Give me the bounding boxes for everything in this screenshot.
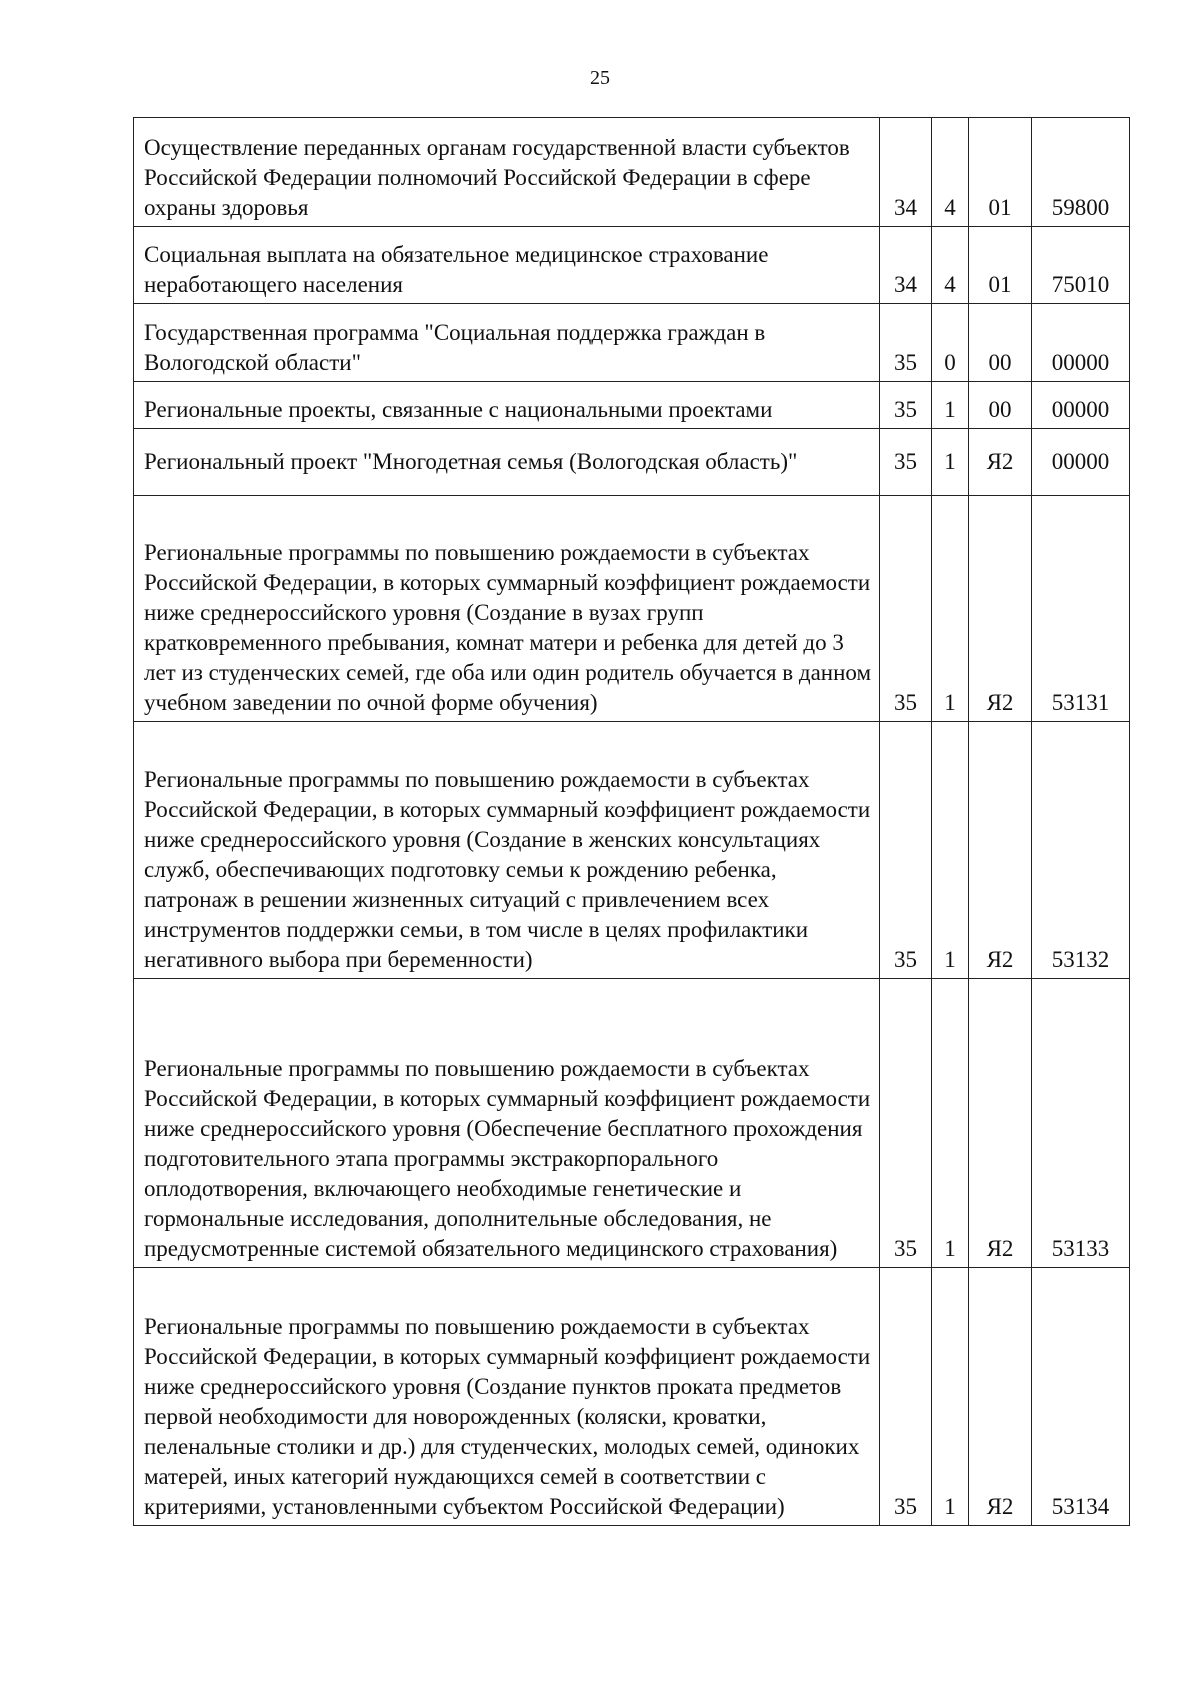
row-name-cell: Региональный проект "Многодетная семья (Вологодская область)" [134, 429, 880, 496]
program-code-cell: 35 [880, 382, 932, 429]
row-name-cell: Социальная выплата на обязательное медицинское страхование неработающего населения [134, 227, 880, 304]
row-name-cell: Региональные проекты, связанные с национальными проектами [134, 382, 880, 429]
budget-classification-table [133, 117, 1130, 1526]
program-code-cell: 35 [880, 979, 932, 1268]
subprogram-code-cell: 1 [932, 722, 969, 979]
subprogram-code-cell: 1 [932, 496, 969, 722]
direction-code-cell: 53131 [1032, 496, 1130, 722]
event-code-cell: 00 [969, 304, 1032, 382]
direction-code-cell: 00000 [1032, 382, 1130, 429]
subprogram-code-cell: 1 [932, 979, 969, 1268]
table-row [134, 722, 1130, 979]
program-code-cell: 35 [880, 429, 932, 496]
program-code-cell: 35 [880, 722, 932, 979]
direction-code-cell: 53133 [1032, 979, 1130, 1268]
program-code-cell: 34 [880, 227, 932, 304]
subprogram-code-cell: 0 [932, 304, 969, 382]
row-name-cell: Осуществление переданных органам государственной власти субъектов Российской Федерации полномочий Российской Федерации в сфере охраны здоровья [134, 118, 880, 227]
page-number: 25 [590, 67, 610, 89]
direction-code-cell: 59800 [1032, 118, 1130, 227]
subprogram-code-cell: 4 [932, 118, 969, 227]
direction-code-cell: 00000 [1032, 429, 1130, 496]
program-code-cell: 35 [880, 496, 932, 722]
table-row [134, 382, 1130, 429]
subprogram-code-cell: 4 [932, 227, 969, 304]
row-name-cell: Региональные программы по повышению рождаемости в субъектах Российской Федерации, в которых суммарный коэффициент рождаемости ниже среднероссийского уровня (Создание в женских консультациях служб, обеспечивающих подготовку семьи к рождению ребенка, патронаж в решении жизненных ситуаций с привлечением всех инструментов поддержки семьи, в том числе в целях профилактики негативного выбора при беременности) [134, 722, 880, 979]
event-code-cell: Я2 [969, 722, 1032, 979]
event-code-cell: Я2 [969, 429, 1032, 496]
row-name-cell: Региональные программы по повышению рождаемости в субъектах Российской Федерации, в которых суммарный коэффициент рождаемости ниже среднероссийского уровня (Создание пунктов проката предметов первой необходимости для новорожденных (коляски, кроватки, пеленальные столики и др.) для студенческих, молодых семей, одиноких матерей, иных категорий нуждающихся семей в соответствии с критериями, установленными субъектом Российской Федерации) [134, 1268, 880, 1526]
table-row [134, 429, 1130, 496]
table-row [134, 118, 1130, 227]
direction-code-cell: 53134 [1032, 1268, 1130, 1526]
direction-code-cell: 75010 [1032, 227, 1130, 304]
subprogram-code-cell: 1 [932, 429, 969, 496]
program-code-cell: 35 [880, 1268, 932, 1526]
subprogram-code-cell: 1 [932, 382, 969, 429]
event-code-cell: Я2 [969, 979, 1032, 1268]
row-name-cell: Региональные программы по повышению рождаемости в субъектах Российской Федерации, в которых суммарный коэффициент рождаемости ниже среднероссийского уровня (Обеспечение бесплатного прохождения подготовительного этапа программы экстракорпорального оплодотворения, включающего необходимые генетические и гормональные исследования, дополнительные обследования, не предусмотренные системой обязательного медицинского страхования) [134, 979, 880, 1268]
table-row [134, 227, 1130, 304]
event-code-cell: 01 [969, 227, 1032, 304]
table-row [134, 304, 1130, 382]
program-code-cell: 34 [880, 118, 932, 227]
table-row [134, 979, 1130, 1268]
event-code-cell: Я2 [969, 1268, 1032, 1526]
direction-code-cell: 00000 [1032, 304, 1130, 382]
event-code-cell: 00 [969, 382, 1032, 429]
event-code-cell: 01 [969, 118, 1032, 227]
direction-code-cell: 53132 [1032, 722, 1130, 979]
row-name-cell: Государственная программа "Социальная поддержка граждан в Вологодской области" [134, 304, 880, 382]
table-row [134, 496, 1130, 722]
program-code-cell: 35 [880, 304, 932, 382]
table-row [134, 1268, 1130, 1526]
subprogram-code-cell: 1 [932, 1268, 969, 1526]
row-name-cell: Региональные программы по повышению рождаемости в субъектах Российской Федерации, в которых суммарный коэффициент рождаемости ниже среднероссийского уровня (Создание в вузах групп кратковременного пребывания, комнат матери и ребенка для детей до 3 лет из студенческих семей, где оба или один родитель обучается в данном учебном заведении по очной форме обучения) [134, 496, 880, 722]
event-code-cell: Я2 [969, 496, 1032, 722]
